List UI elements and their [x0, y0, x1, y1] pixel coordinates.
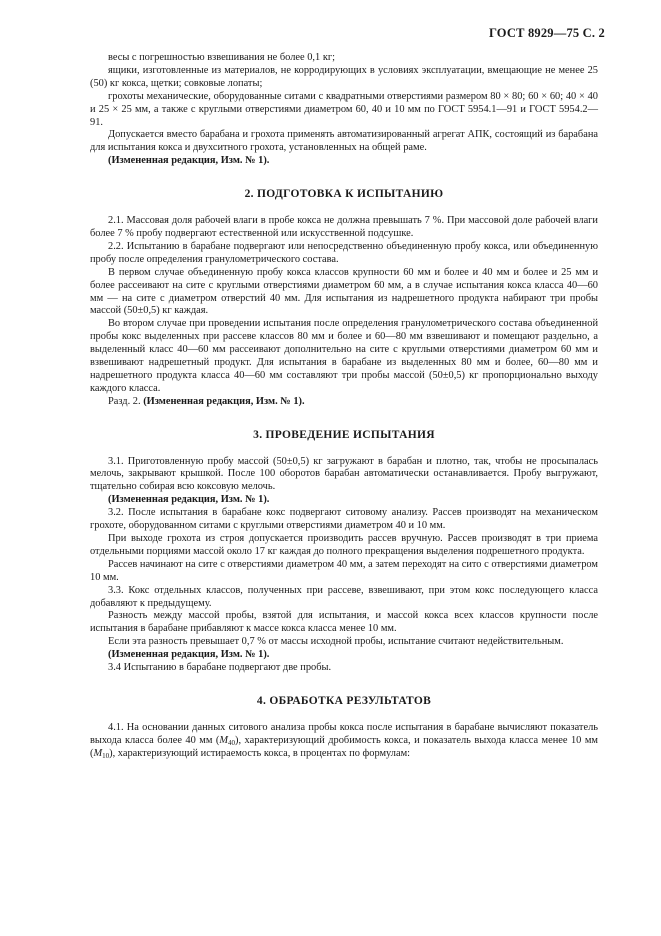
subscript: 40 [228, 738, 236, 747]
section-heading: 3. ПРОВЕДЕНИЕ ИСПЫТАНИЯ [253, 428, 435, 441]
text-run: ), характеризующий истираемость кокса, в процентах по формулам: [109, 747, 411, 759]
paragraph: В первом случае объединенную пробу кокса классов крупности 60 мм и более и 40 мм и более и 25 мм и более рассеивают на сите с круглыми отверстиями диаметром 60 мм, а в случае испытания кокса класса 40—60 мм — на сите с диаметром отверстий 40 мм. Для испытания из надрешетного продукта набирают три пробы массой (50±0,5) кг каждая. [90, 266, 598, 317]
document-body [90, 52, 598, 761]
paragraph: Разность между массой пробы, взятой для испытания, и массой кокса всех классов крупности после испытания в барабане прибавляют к массе кокса класса менее 10 мм. [90, 610, 598, 635]
paragraph: грохоты механические, оборудованные ситами с квадратными отверстиями размером 80 × 80; 60 × 60; 40 × 40 и 25 × 25 мм, а также с круглыми отверстиями диаметром 60, 40 и 10 мм по ГОСТ 5954.1—91 и ГОСТ 5954.2—91. [90, 90, 598, 128]
paragraph: ящики, изготовленные из материалов, не корродирующих в условиях эксплуатации, вмещающие не менее 25 (50) кг кокса, щетки; совковые лопаты; [90, 64, 598, 89]
paragraph: 3.3. Кокс отдельных классов, полученных при рассеве, взвешивают, при этом кокс последующего класса добавляют к предыдущему. [90, 584, 598, 609]
text-run: ), характеризующий дробимость кокса, и показатель выхода класса менее 10 мм ( [90, 734, 598, 759]
paragraph: Если эта разность превышает 0,7 % от массы исходной пробы, испытание считают недействительным. [108, 636, 564, 648]
section-heading: 2. ПОДГОТОВКА К ИСПЫТАНИЮ [244, 188, 444, 201]
paragraph: весы с погрешностью взвешивания не более 0,1 кг; [108, 52, 336, 63]
amendment-note [72, 396, 598, 409]
paragraph: 3.1. Приготовленную пробу массой (50±0,5) кг загружают в барабан и плотно, так, чтобы не просыпалась мелочь, закрывают крышкой. После 100 оборотов барабан автоматически останавливается. Пробу выгружают, тщательно собирая всю коксовую мелочь. [90, 455, 598, 493]
section-heading: 4. ОБРАБОТКА РЕЗУЛЬТАТОВ [256, 694, 432, 707]
paragraph: Допускается вместо барабана и грохота применять автоматизированный агрегат АПК, состоящий из барабана для испытания кокса и двухситного грохота, установленных на общей раме. [90, 129, 598, 154]
paragraph: Рассев начинают на сите с отверстиями диаметром 40 мм, а затем переходят на сито с отверстиями диаметром 10 мм. [90, 558, 598, 583]
paragraph: 3.2. После испытания в барабане кокс подвергают ситовому анализу. Рассев производят на механическом грохоте, оборудованном ситами с круглыми отверстиями диаметром 40 и 10 мм. [90, 507, 598, 532]
paragraph: 2.2. Испытанию в барабане подвергают или непосредственно объединенную пробу кокса, или объединенную пробу после определения гранулометрического состава. [90, 240, 598, 265]
amendment-note: (Измененная редакция, Изм. № 1). [108, 155, 270, 167]
paragraph: При выходе грохота из строя допускается производить рассев вручную. Рассев производят в три приема отдельными порциями массой около 17 кг каждая до полного прекращения выделения подрешетного продукта. [90, 533, 598, 557]
symbol: M [219, 734, 229, 746]
paragraph: 2.1. Массовая доля рабочей влаги в пробе кокса не должна превышать 7 %. При массовой доле рабочей влаги более 7 % пробу подвергают естественной или искусственной подсушке. [90, 215, 598, 239]
amendment-note: (Измененная редакция, Изм. № 1). [108, 494, 270, 506]
amendment-text: (Измененная редакция, Изм. № 1). [143, 395, 305, 407]
amendment-prefix: Разд. 2. [108, 395, 144, 407]
paragraph [72, 722, 598, 761]
subscript: 10 [102, 751, 110, 760]
page-header: ГОСТ 8929—75 С. 2 [488, 26, 605, 40]
paragraph: 3.4 Испытанию в барабане подвергают две пробы. [108, 662, 332, 674]
paragraph: Во втором случае при проведении испытания после определения гранулометрического состава объединенной пробы кокс выделенных при рассеве классов 80 мм и более и 60—80 мм взвешивают и помещают раздельно, а выделенный класс 40—60 мм рассеивают дополнительно на сите с круглыми отверстиями диаметром 60 мм и взвешивают надрешетный продукт. Для испытания в барабане из выделенных 80 мм и более, 60—80 мм и надрешетного продукта класса 40—60 мм составляют три пробы массой (50±0,5) кг пропорционально выходу каждого класса. [90, 318, 598, 394]
amendment-note: (Измененная редакция, Изм. № 1). [108, 649, 270, 661]
text-run: 4.1. На основании данных ситового анализа пробы кокса после испытания в барабане вычисляют показатель выхода класса более 40 мм ( [90, 721, 598, 746]
symbol: M [93, 747, 103, 759]
